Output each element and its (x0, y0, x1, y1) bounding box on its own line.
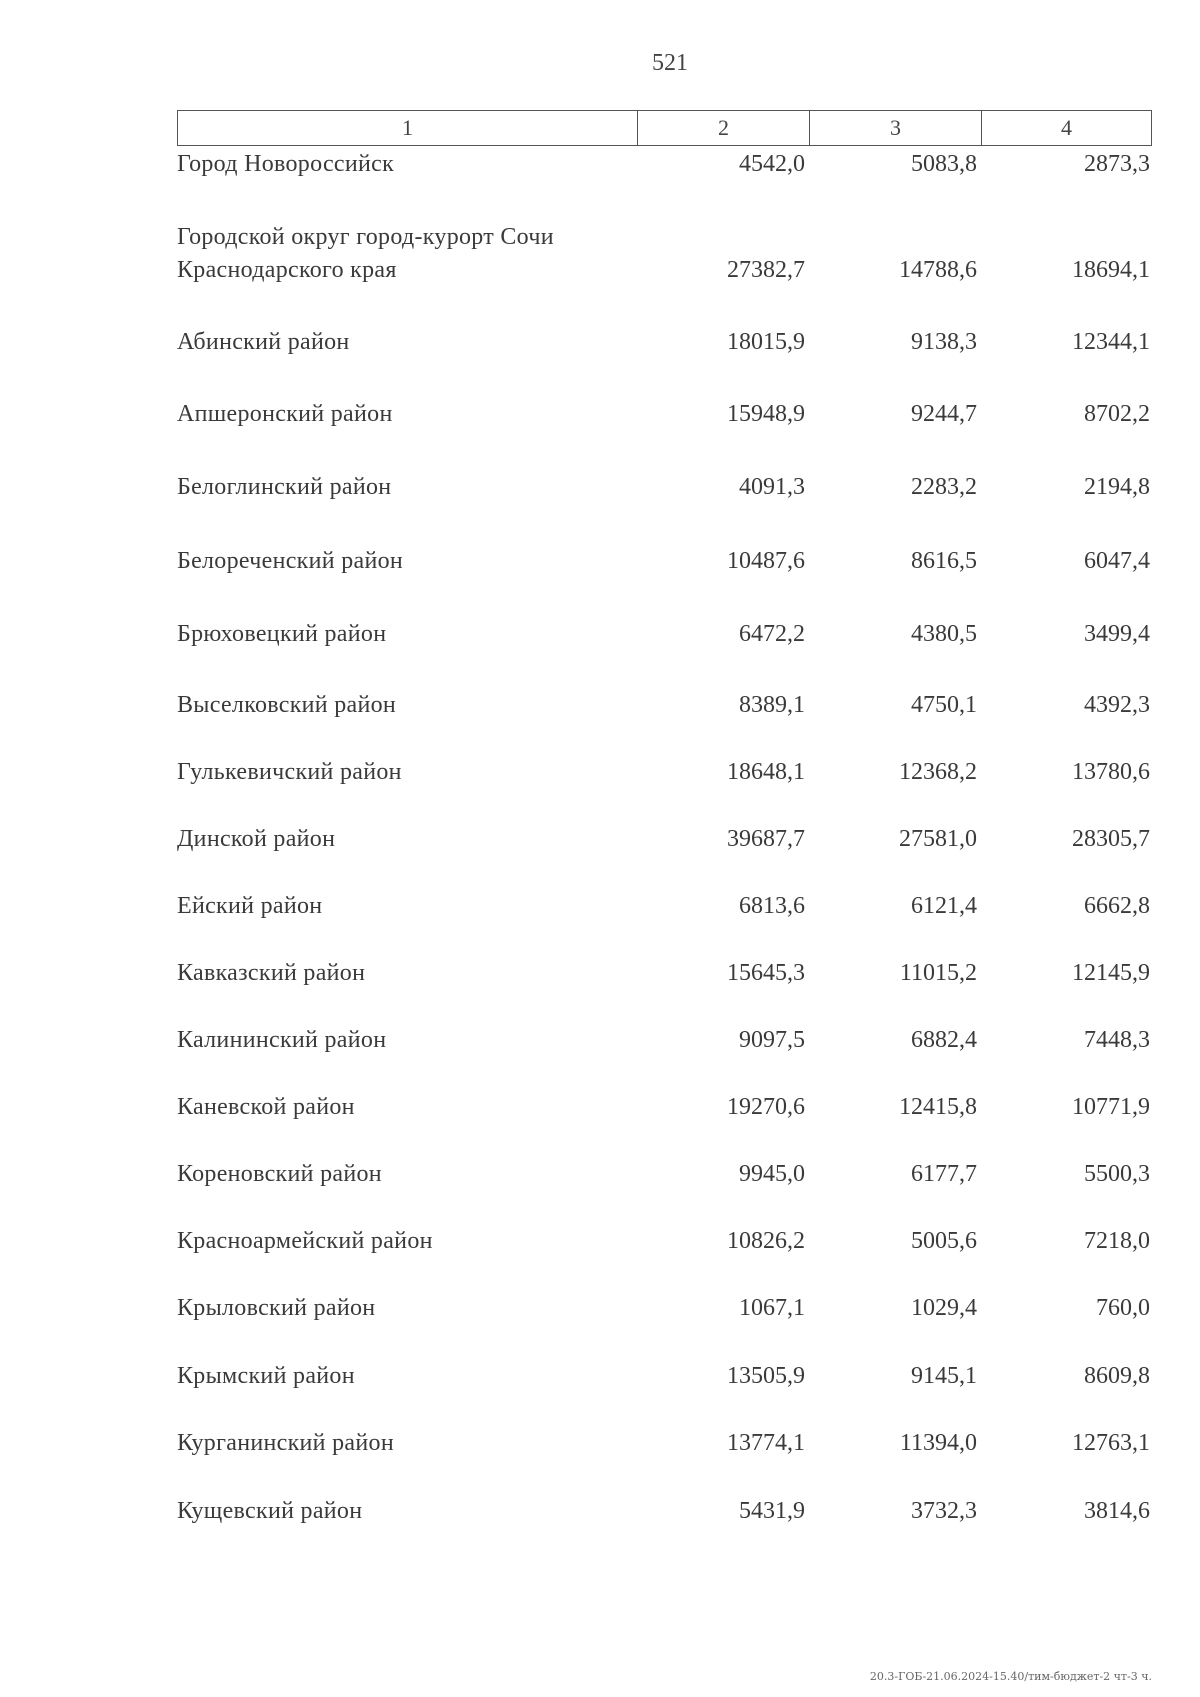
cell-col-3: 27581,0 (899, 826, 977, 852)
row-name: Ейский район (177, 893, 323, 919)
cell-col-4: 8609,8 (1084, 1363, 1150, 1389)
page-number: 521 (652, 50, 688, 76)
cell-col-3: 5083,8 (911, 151, 977, 177)
cell-col-4: 12145,9 (1072, 960, 1150, 986)
cell-col-3: 5005,6 (911, 1228, 977, 1254)
cell-col-4: 10771,9 (1072, 1094, 1150, 1120)
cell-col-3: 14788,6 (899, 257, 977, 283)
cell-col-2: 5431,9 (739, 1498, 805, 1524)
row-name: Крыловский район (177, 1295, 376, 1321)
row-name: Городской округ город-курорт Сочи (177, 224, 554, 250)
row-name: Абинский район (177, 329, 350, 355)
cell-col-3: 9244,7 (911, 401, 977, 427)
cell-col-4: 3814,6 (1084, 1498, 1150, 1524)
cell-col-4: 2873,3 (1084, 151, 1150, 177)
cell-col-3: 6882,4 (911, 1027, 977, 1053)
row-name: Гулькевичский район (177, 759, 402, 785)
cell-col-2: 10487,6 (727, 548, 805, 574)
cell-col-3: 2283,2 (911, 474, 977, 500)
cell-col-3: 9138,3 (911, 329, 977, 355)
cell-col-2: 9097,5 (739, 1027, 805, 1053)
cell-col-4: 6662,8 (1084, 893, 1150, 919)
cell-col-3: 11015,2 (899, 960, 977, 986)
cell-col-3: 6121,4 (911, 893, 977, 919)
row-name: Курганинский район (177, 1430, 394, 1456)
cell-col-2: 27382,7 (727, 257, 805, 283)
row-name-continued: Краснодарского края (177, 257, 397, 283)
cell-col-2: 10826,2 (727, 1228, 805, 1254)
cell-col-2: 39687,7 (727, 826, 805, 852)
cell-col-4: 3499,4 (1084, 621, 1150, 647)
cell-col-4: 4392,3 (1084, 692, 1150, 718)
cell-col-3: 11394,0 (899, 1430, 977, 1456)
cell-col-2: 4542,0 (739, 151, 805, 177)
cell-col-2: 18648,1 (727, 759, 805, 785)
row-name: Белореченский район (177, 548, 404, 574)
row-name: Город Новороссийск (177, 151, 395, 177)
cell-col-3: 3732,3 (911, 1498, 977, 1524)
cell-col-3: 9145,1 (911, 1363, 977, 1389)
cell-col-3: 12415,8 (899, 1094, 977, 1120)
cell-col-2: 15948,9 (727, 401, 805, 427)
row-name: Кореновский район (177, 1161, 382, 1187)
cell-col-4: 12763,1 (1072, 1430, 1150, 1456)
cell-col-2: 18015,9 (727, 329, 805, 355)
cell-col-2: 6472,2 (739, 621, 805, 647)
cell-col-4: 6047,4 (1084, 548, 1150, 574)
cell-col-4: 760,0 (1096, 1295, 1150, 1321)
cell-col-2: 4091,3 (739, 474, 805, 500)
cell-col-2: 1067,1 (739, 1295, 805, 1321)
cell-col-2: 9945,0 (739, 1161, 805, 1187)
cell-col-3: 4750,1 (911, 692, 977, 718)
cell-col-4: 7218,0 (1084, 1228, 1150, 1254)
cell-col-4: 5500,3 (1084, 1161, 1150, 1187)
row-name: Крымский район (177, 1363, 355, 1389)
cell-col-3: 6177,7 (911, 1161, 977, 1187)
cell-col-2: 13505,9 (727, 1363, 805, 1389)
cell-col-3: 12368,2 (899, 759, 977, 785)
header-col-3: 3 (810, 111, 982, 145)
cell-col-4: 2194,8 (1084, 474, 1150, 500)
cell-col-4: 28305,7 (1072, 826, 1150, 852)
cell-col-4: 18694,1 (1072, 257, 1150, 283)
cell-col-3: 1029,4 (911, 1295, 977, 1321)
table-header (177, 110, 1152, 146)
row-name: Апшеронский район (177, 401, 393, 427)
cell-col-2: 8389,1 (739, 692, 805, 718)
footer-note: 20.3-ГОБ-21.06.2024-15.40/тим-бюджет-2 чт-3 ч. (869, 1670, 1152, 1683)
cell-col-2: 15645,3 (727, 960, 805, 986)
cell-col-4: 7448,3 (1084, 1027, 1150, 1053)
cell-col-2: 19270,6 (727, 1094, 805, 1120)
header-col-1: 1 (178, 111, 638, 145)
header-col-4: 4 (1061, 115, 1072, 140)
cell-col-4: 13780,6 (1072, 759, 1150, 785)
row-name: Красноармейский район (177, 1228, 433, 1254)
cell-col-4: 8702,2 (1084, 401, 1150, 427)
row-name: Каневской район (177, 1094, 355, 1120)
row-name: Динской район (177, 826, 336, 852)
row-name: Белоглинский район (177, 474, 392, 500)
cell-col-3: 4380,5 (911, 621, 977, 647)
cell-col-4: 12344,1 (1072, 329, 1150, 355)
header-col-2: 2 (638, 111, 810, 145)
cell-col-2: 13774,1 (727, 1430, 805, 1456)
row-name: Брюховецкий район (177, 621, 387, 647)
cell-col-3: 8616,5 (911, 548, 977, 574)
row-name: Кавказский район (177, 960, 366, 986)
cell-col-2: 6813,6 (739, 893, 805, 919)
row-name: Кущевский район (177, 1498, 363, 1524)
row-name: Калининский район (177, 1027, 387, 1053)
row-name: Выселковский район (177, 692, 397, 718)
